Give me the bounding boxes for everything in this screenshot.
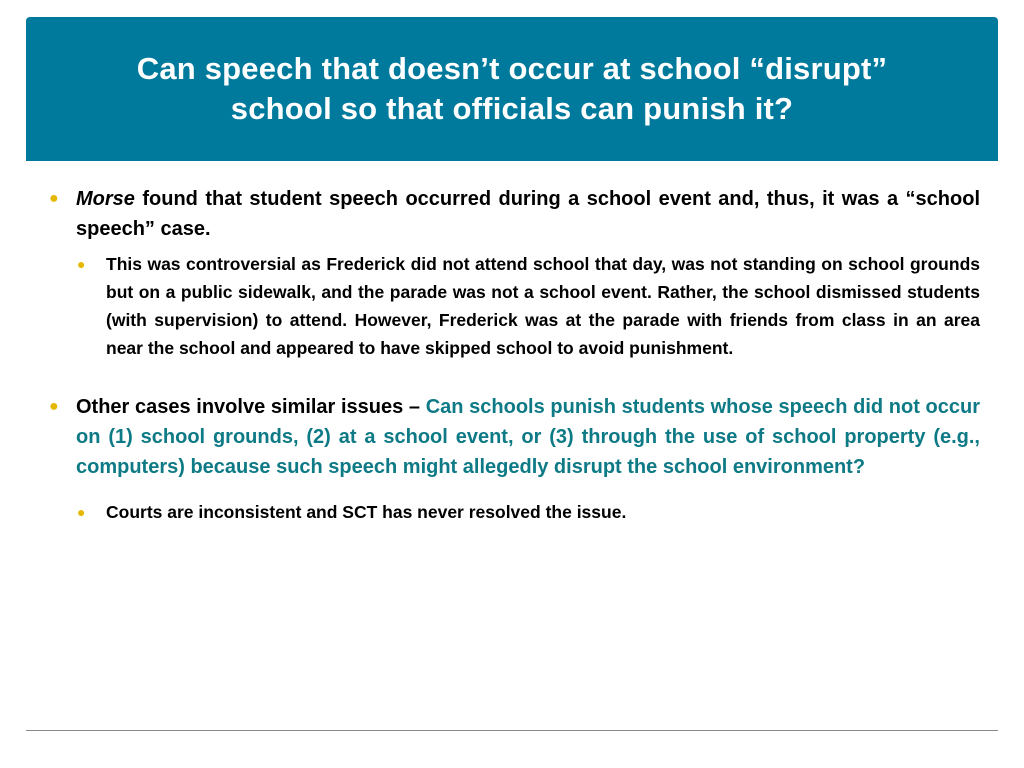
slide-title bbox=[137, 49, 887, 129]
bullet-text: found that student speech occurred during a school event and, thus, it was a “school speech” case. bbox=[76, 188, 980, 240]
title-line-1: Can speech that doesn’t occur at school “disrupt” bbox=[136, 51, 888, 86]
sub-bullet-courts bbox=[74, 498, 980, 526]
highlighted-question: Can schools punish students whose speech did not occur on (1) school grounds, (2) at a school event, or (3) through the use of school property (e.g., computers) because such speech might allegedly disrupt the school environment? bbox=[76, 396, 980, 478]
bullet-morse bbox=[44, 184, 980, 244]
bullet-dot-icon: ● bbox=[49, 398, 59, 415]
bullet-dot-icon: ● bbox=[77, 504, 86, 520]
bullet-dot-icon: ● bbox=[77, 256, 86, 272]
title-line-2: school so that officials can punish it? bbox=[230, 91, 794, 126]
sub-bullet-controversy bbox=[74, 250, 980, 362]
slide-body bbox=[44, 184, 980, 526]
case-name-morse: Morse bbox=[76, 188, 135, 210]
bullet-dot-icon: ● bbox=[49, 190, 59, 207]
bullet-text: Other cases involve similar issues – bbox=[76, 396, 426, 418]
sub-bullet-text: Courts are inconsistent and SCT has never resolved the issue. bbox=[106, 502, 627, 522]
sub-bullet-text: This was controversial as Frederick did not attend school that day, was not standing on school grounds but on a public sidewalk, and the parade was not a school event. Rather, the school dismissed students (with supervision) to attend. However, Frederick was at the parade with friends from class in an area near the school and appeared to have skipped school to avoid punishment. bbox=[106, 254, 980, 358]
footer-divider bbox=[26, 730, 998, 731]
title-bar bbox=[26, 17, 998, 161]
bullet-other-cases bbox=[44, 392, 980, 482]
